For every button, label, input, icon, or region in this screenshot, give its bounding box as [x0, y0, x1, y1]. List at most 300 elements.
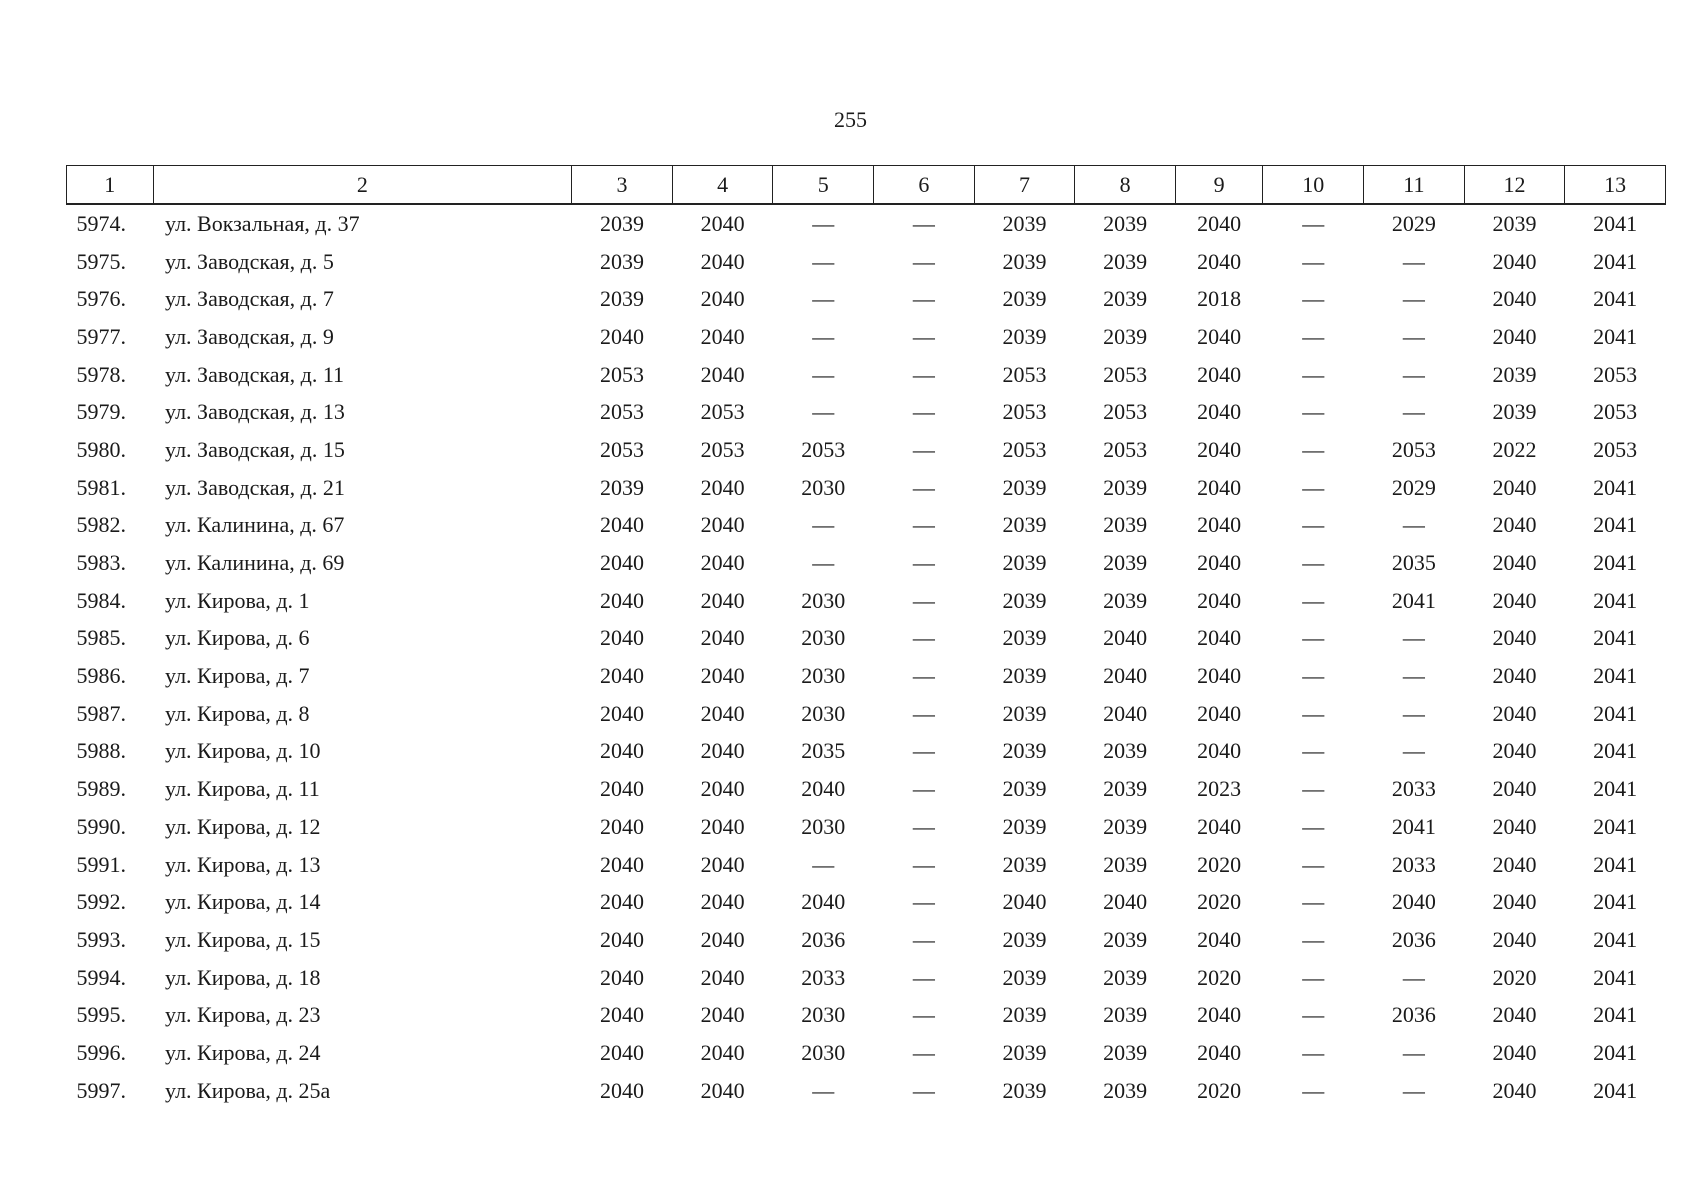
year-cell-col-8: 2039: [1103, 550, 1148, 576]
year-cell-col-10: —: [1302, 926, 1325, 952]
year-cell-col-3: 2040: [599, 964, 644, 990]
year-cell-col-12: 2039: [1492, 399, 1537, 425]
row-number: 5992.: [76, 889, 126, 915]
year-cell-col-8: 2039: [1103, 964, 1148, 990]
row-number: 5991.: [76, 851, 126, 877]
address-cell: ул. Кирова, д. 18: [165, 964, 321, 990]
schedule-table: [66, 165, 1666, 1110]
year-cell-col-5: —: [812, 1077, 835, 1103]
year-cell-col-8: 2039: [1103, 1039, 1148, 1065]
year-cell-col-11: 2053: [1391, 436, 1436, 462]
year-cell-col-7: 2039: [1002, 663, 1047, 689]
address-cell: ул. Заводская, д. 9: [165, 323, 334, 349]
year-cell-col-10: —: [1302, 663, 1325, 689]
row-number: 5985.: [76, 625, 126, 651]
year-cell-col-10: —: [1302, 1077, 1325, 1103]
year-cell-col-11: 2041: [1391, 587, 1436, 613]
table-row: [67, 695, 1666, 733]
year-cell-col-7: 2039: [1002, 248, 1047, 274]
year-cell-col-4: 2040: [700, 1002, 745, 1028]
year-cell-col-7: 2039: [1002, 1039, 1047, 1065]
year-cell-col-11: —: [1402, 248, 1425, 274]
year-cell-col-9: 2040: [1197, 663, 1242, 689]
year-cell-col-3: 2053: [599, 436, 644, 462]
row-number: 5997.: [76, 1077, 126, 1103]
address-cell: ул. Кирова, д. 6: [165, 625, 310, 651]
year-cell-col-8: 2040: [1103, 700, 1148, 726]
year-cell-col-9: 2040: [1197, 323, 1242, 349]
year-cell-col-8: 2039: [1103, 512, 1148, 538]
year-cell-col-10: —: [1302, 248, 1325, 274]
row-number: 5988.: [76, 738, 126, 764]
column-header-11: 11: [1364, 166, 1465, 205]
year-cell-col-9: 2020: [1197, 1077, 1242, 1103]
year-cell-col-4: 2040: [700, 964, 745, 990]
year-cell-col-13: 2041: [1593, 663, 1638, 689]
year-cell-col-4: 2040: [700, 323, 745, 349]
address-cell: ул. Кирова, д. 11: [165, 776, 320, 802]
year-cell-col-8: 2053: [1103, 361, 1148, 387]
year-cell-col-7: 2039: [1002, 286, 1047, 312]
year-cell-col-12: 2020: [1492, 964, 1537, 990]
table-row: [67, 921, 1666, 959]
year-cell-col-10: —: [1302, 361, 1325, 387]
row-number: 5980.: [76, 436, 126, 462]
year-cell-col-10: —: [1302, 550, 1325, 576]
column-header-4: 4: [672, 166, 773, 205]
column-header-13: 13: [1565, 166, 1666, 205]
table-row: [67, 657, 1666, 695]
year-cell-col-6: —: [912, 964, 935, 990]
year-cell-col-12: 2040: [1492, 776, 1537, 802]
year-cell-col-4: 2040: [700, 663, 745, 689]
address-cell: ул. Кирова, д. 23: [165, 1002, 321, 1028]
year-cell-col-13: 2041: [1593, 889, 1638, 915]
year-cell-col-9: 2040: [1197, 248, 1242, 274]
address-cell: ул. Калинина, д. 69: [165, 550, 345, 576]
year-cell-col-10: —: [1302, 851, 1325, 877]
year-cell-col-8: 2040: [1103, 663, 1148, 689]
year-cell-col-3: 2040: [599, 926, 644, 952]
year-cell-col-3: 2039: [599, 474, 644, 500]
year-cell-col-7: 2039: [1002, 210, 1047, 236]
year-cell-col-9: 2040: [1197, 399, 1242, 425]
year-cell-col-11: —: [1402, 1039, 1425, 1065]
year-cell-col-9: 2040: [1197, 738, 1242, 764]
year-cell-col-6: —: [912, 436, 935, 462]
year-cell-col-7: 2039: [1002, 700, 1047, 726]
year-cell-col-10: —: [1302, 323, 1325, 349]
year-cell-col-3: 2040: [599, 550, 644, 576]
address-cell: ул. Кирова, д. 13: [165, 851, 321, 877]
year-cell-col-10: —: [1302, 625, 1325, 651]
year-cell-col-12: 2040: [1492, 663, 1537, 689]
table-row: [67, 996, 1666, 1034]
year-cell-col-10: —: [1302, 813, 1325, 839]
year-cell-col-13: 2053: [1593, 436, 1638, 462]
year-cell-col-7: 2039: [1002, 813, 1047, 839]
year-cell-col-8: 2039: [1103, 587, 1148, 613]
year-cell-col-12: 2022: [1492, 436, 1537, 462]
year-cell-col-6: —: [912, 587, 935, 613]
year-cell-col-7: 2039: [1002, 1077, 1047, 1103]
year-cell-col-4: 2053: [700, 436, 745, 462]
year-cell-col-13: 2041: [1593, 587, 1638, 613]
year-cell-col-12: 2040: [1492, 474, 1537, 500]
year-cell-col-4: 2040: [700, 286, 745, 312]
year-cell-col-8: 2039: [1103, 210, 1148, 236]
table-row: [67, 469, 1666, 507]
year-cell-col-5: 2030: [801, 625, 846, 651]
year-cell-col-9: 2040: [1197, 210, 1242, 236]
year-cell-col-6: —: [912, 210, 935, 236]
row-number: 5983.: [76, 550, 126, 576]
year-cell-col-9: 2040: [1197, 625, 1242, 651]
year-cell-col-5: —: [812, 512, 835, 538]
year-cell-col-11: —: [1402, 738, 1425, 764]
year-cell-col-3: 2040: [599, 813, 644, 839]
year-cell-col-4: 2040: [700, 361, 745, 387]
year-cell-col-10: —: [1302, 700, 1325, 726]
year-cell-col-3: 2040: [599, 323, 644, 349]
year-cell-col-10: —: [1302, 964, 1325, 990]
address-cell: ул. Кирова, д. 1: [165, 587, 310, 613]
year-cell-col-7: 2039: [1002, 587, 1047, 613]
address-cell: ул. Заводская, д. 15: [165, 436, 345, 462]
year-cell-col-10: —: [1302, 1039, 1325, 1065]
year-cell-col-6: —: [912, 1039, 935, 1065]
address-cell: ул. Вокзальная, д. 37: [165, 210, 360, 236]
year-cell-col-9: 2040: [1197, 361, 1242, 387]
column-header-10: 10: [1263, 166, 1364, 205]
year-cell-col-13: 2053: [1593, 399, 1638, 425]
year-cell-col-6: —: [912, 286, 935, 312]
year-cell-col-6: —: [912, 512, 935, 538]
table-row: [67, 204, 1666, 243]
row-number: 5979.: [76, 399, 126, 425]
year-cell-col-3: 2040: [599, 512, 644, 538]
year-cell-col-5: —: [812, 248, 835, 274]
year-cell-col-11: —: [1402, 663, 1425, 689]
year-cell-col-8: 2040: [1103, 625, 1148, 651]
column-number-header-row: [67, 166, 1666, 205]
column-header-5: 5: [773, 166, 874, 205]
row-number: 5994.: [76, 964, 126, 990]
year-cell-col-9: 2020: [1197, 964, 1242, 990]
year-cell-col-7: 2039: [1002, 323, 1047, 349]
year-cell-col-3: 2040: [599, 587, 644, 613]
year-cell-col-10: —: [1302, 738, 1325, 764]
year-cell-col-8: 2053: [1103, 399, 1148, 425]
address-cell: ул. Кирова, д. 10: [165, 738, 321, 764]
table-row: [67, 393, 1666, 431]
year-cell-col-6: —: [912, 1002, 935, 1028]
year-cell-col-4: 2040: [700, 512, 745, 538]
year-cell-col-11: 2036: [1391, 926, 1436, 952]
row-number: 5986.: [76, 663, 126, 689]
year-cell-col-5: 2030: [801, 663, 846, 689]
table-row: [67, 733, 1666, 771]
year-cell-col-9: 2040: [1197, 587, 1242, 613]
year-cell-col-5: —: [812, 323, 835, 349]
year-cell-col-5: 2030: [801, 587, 846, 613]
year-cell-col-9: 2040: [1197, 813, 1242, 839]
year-cell-col-6: —: [912, 738, 935, 764]
page-number: 255: [834, 107, 867, 132]
year-cell-col-11: —: [1402, 286, 1425, 312]
year-cell-col-4: 2040: [700, 474, 745, 500]
year-cell-col-9: 2040: [1197, 436, 1242, 462]
year-cell-col-11: 2036: [1391, 1002, 1436, 1028]
year-cell-col-11: —: [1402, 625, 1425, 651]
year-cell-col-5: 2036: [801, 926, 846, 952]
address-cell: ул. Кирова, д. 12: [165, 813, 321, 839]
row-number: 5982.: [76, 512, 126, 538]
year-cell-col-7: 2039: [1002, 738, 1047, 764]
year-cell-col-6: —: [912, 550, 935, 576]
row-number: 5978.: [76, 361, 126, 387]
address-cell: ул. Заводская, д. 7: [165, 286, 334, 312]
year-cell-col-3: 2053: [599, 399, 644, 425]
address-cell: ул. Кирова, д. 8: [165, 700, 310, 726]
year-cell-col-7: 2053: [1002, 361, 1047, 387]
year-cell-col-13: 2041: [1593, 776, 1638, 802]
year-cell-col-13: 2041: [1593, 926, 1638, 952]
year-cell-col-6: —: [912, 926, 935, 952]
year-cell-col-12: 2040: [1492, 1077, 1537, 1103]
column-header-7: 7: [974, 166, 1075, 205]
year-cell-col-12: 2040: [1492, 286, 1537, 312]
year-cell-col-5: 2030: [801, 813, 846, 839]
year-cell-col-11: 2040: [1391, 889, 1436, 915]
year-cell-col-7: 2039: [1002, 964, 1047, 990]
year-cell-col-11: 2033: [1391, 851, 1436, 877]
year-cell-col-3: 2040: [599, 889, 644, 915]
year-cell-col-10: —: [1302, 474, 1325, 500]
year-cell-col-8: 2039: [1103, 248, 1148, 274]
row-number: 5995.: [76, 1002, 126, 1028]
table-row: [67, 280, 1666, 318]
year-cell-col-9: 2040: [1197, 512, 1242, 538]
row-number: 5987.: [76, 700, 126, 726]
year-cell-col-7: 2053: [1002, 436, 1047, 462]
year-cell-col-7: 2039: [1002, 550, 1047, 576]
table-row: [67, 431, 1666, 469]
year-cell-col-12: 2039: [1492, 210, 1537, 236]
year-cell-col-11: 2029: [1391, 210, 1436, 236]
year-cell-col-6: —: [912, 625, 935, 651]
year-cell-col-7: 2039: [1002, 512, 1047, 538]
year-cell-col-3: 2040: [599, 700, 644, 726]
row-number: 5975.: [76, 248, 126, 274]
year-cell-col-9: 2040: [1197, 1039, 1242, 1065]
year-cell-col-4: 2040: [700, 587, 745, 613]
table-row: [67, 507, 1666, 545]
year-cell-col-10: —: [1302, 436, 1325, 462]
year-cell-col-3: 2053: [599, 361, 644, 387]
address-cell: ул. Кирова, д. 7: [165, 663, 310, 689]
table-row: [67, 1072, 1666, 1110]
year-cell-col-4: 2040: [700, 700, 745, 726]
year-cell-col-5: —: [812, 286, 835, 312]
year-cell-col-5: —: [812, 361, 835, 387]
year-cell-col-12: 2040: [1492, 625, 1537, 651]
year-cell-col-9: 2018: [1197, 286, 1242, 312]
year-cell-col-4: 2040: [700, 1077, 745, 1103]
year-cell-col-12: 2040: [1492, 550, 1537, 576]
row-number: 5989.: [76, 776, 126, 802]
year-cell-col-10: —: [1302, 587, 1325, 613]
year-cell-col-10: —: [1302, 399, 1325, 425]
year-cell-col-13: 2041: [1593, 964, 1638, 990]
year-cell-col-7: 2040: [1002, 889, 1047, 915]
year-cell-col-11: 2035: [1391, 550, 1436, 576]
year-cell-col-3: 2040: [599, 1002, 644, 1028]
year-cell-col-6: —: [912, 700, 935, 726]
year-cell-col-13: 2041: [1593, 474, 1638, 500]
column-header-6: 6: [874, 166, 975, 205]
year-cell-col-3: 2040: [599, 625, 644, 651]
year-cell-col-3: 2039: [599, 248, 644, 274]
year-cell-col-3: 2040: [599, 738, 644, 764]
year-cell-col-7: 2039: [1002, 776, 1047, 802]
year-cell-col-9: 2040: [1197, 1002, 1242, 1028]
year-cell-col-7: 2039: [1002, 926, 1047, 952]
address-cell: ул. Кирова, д. 14: [165, 889, 321, 915]
year-cell-col-13: 2053: [1593, 361, 1638, 387]
table-row: [67, 582, 1666, 620]
year-cell-col-3: 2040: [599, 1077, 644, 1103]
year-cell-col-8: 2039: [1103, 1002, 1148, 1028]
year-cell-col-6: —: [912, 889, 935, 915]
year-cell-col-10: —: [1302, 889, 1325, 915]
year-cell-col-9: 2040: [1197, 474, 1242, 500]
year-cell-col-7: 2039: [1002, 474, 1047, 500]
year-cell-col-13: 2041: [1593, 286, 1638, 312]
year-cell-col-5: —: [812, 210, 835, 236]
year-cell-col-4: 2040: [700, 210, 745, 236]
table-row: [67, 846, 1666, 884]
year-cell-col-8: 2039: [1103, 926, 1148, 952]
year-cell-col-6: —: [912, 776, 935, 802]
column-header-12: 12: [1464, 166, 1565, 205]
year-cell-col-12: 2040: [1492, 813, 1537, 839]
year-cell-col-3: 2040: [599, 1039, 644, 1065]
column-header-3: 3: [572, 166, 673, 205]
year-cell-col-5: 2030: [801, 700, 846, 726]
year-cell-col-9: 2040: [1197, 926, 1242, 952]
year-cell-col-6: —: [912, 474, 935, 500]
year-cell-col-11: —: [1402, 1077, 1425, 1103]
year-cell-col-5: 2030: [801, 1039, 846, 1065]
column-header-9: 9: [1175, 166, 1263, 205]
row-number: 5976.: [76, 286, 126, 312]
year-cell-col-10: —: [1302, 512, 1325, 538]
column-header-1: 1: [67, 166, 154, 205]
year-cell-col-10: —: [1302, 776, 1325, 802]
year-cell-col-9: 2040: [1197, 550, 1242, 576]
row-number: 5984.: [76, 587, 126, 613]
year-cell-col-8: 2053: [1103, 436, 1148, 462]
year-cell-col-6: —: [912, 813, 935, 839]
column-header-8: 8: [1075, 166, 1176, 205]
year-cell-col-5: 2030: [801, 1002, 846, 1028]
year-cell-col-6: —: [912, 1077, 935, 1103]
row-number: 5993.: [76, 926, 126, 952]
table-row: [67, 356, 1666, 394]
year-cell-col-9: 2023: [1197, 776, 1242, 802]
year-cell-col-12: 2040: [1492, 248, 1537, 274]
table-row: [67, 883, 1666, 921]
year-cell-col-11: 2029: [1391, 474, 1436, 500]
table-row: [67, 770, 1666, 808]
year-cell-col-4: 2040: [700, 625, 745, 651]
year-cell-col-11: —: [1402, 700, 1425, 726]
year-cell-col-12: 2040: [1492, 512, 1537, 538]
address-cell: ул. Заводская, д. 13: [165, 399, 345, 425]
year-cell-col-12: 2040: [1492, 851, 1537, 877]
year-cell-col-11: 2033: [1391, 776, 1436, 802]
year-cell-col-6: —: [912, 323, 935, 349]
year-cell-col-4: 2040: [700, 889, 745, 915]
year-cell-col-8: 2039: [1103, 851, 1148, 877]
year-cell-col-13: 2041: [1593, 1002, 1638, 1028]
year-cell-col-12: 2040: [1492, 738, 1537, 764]
year-cell-col-13: 2041: [1593, 738, 1638, 764]
year-cell-col-4: 2040: [700, 1039, 745, 1065]
year-cell-col-4: 2040: [700, 926, 745, 952]
year-cell-col-8: 2039: [1103, 286, 1148, 312]
year-cell-col-4: 2040: [700, 851, 745, 877]
year-cell-col-13: 2041: [1593, 248, 1638, 274]
year-cell-col-7: 2039: [1002, 851, 1047, 877]
year-cell-col-6: —: [912, 851, 935, 877]
year-cell-col-7: 2053: [1002, 399, 1047, 425]
year-cell-col-11: —: [1402, 399, 1425, 425]
table-row: [67, 959, 1666, 997]
table-row: [67, 544, 1666, 582]
year-cell-col-3: 2040: [599, 663, 644, 689]
address-cell: ул. Кирова, д. 25а: [165, 1077, 331, 1103]
address-cell: ул. Заводская, д. 11: [165, 361, 345, 387]
year-cell-col-7: 2039: [1002, 625, 1047, 651]
table-row: [67, 620, 1666, 658]
year-cell-col-13: 2041: [1593, 813, 1638, 839]
year-cell-col-6: —: [912, 399, 935, 425]
year-cell-col-5: 2033: [801, 964, 846, 990]
year-cell-col-13: 2041: [1593, 323, 1638, 349]
year-cell-col-9: 2020: [1197, 851, 1242, 877]
year-cell-col-5: —: [812, 550, 835, 576]
year-cell-col-12: 2040: [1492, 587, 1537, 613]
year-cell-col-10: —: [1302, 286, 1325, 312]
year-cell-col-3: 2039: [599, 210, 644, 236]
table-row: [67, 1034, 1666, 1072]
year-cell-col-13: 2041: [1593, 1039, 1638, 1065]
table-row: [67, 243, 1666, 281]
year-cell-col-13: 2041: [1593, 625, 1638, 651]
year-cell-col-12: 2040: [1492, 926, 1537, 952]
year-cell-col-12: 2039: [1492, 361, 1537, 387]
year-cell-col-8: 2039: [1103, 1077, 1148, 1103]
table-body: [67, 204, 1666, 1110]
year-cell-col-11: —: [1402, 323, 1425, 349]
year-cell-col-11: —: [1402, 964, 1425, 990]
year-cell-col-10: —: [1302, 210, 1325, 236]
year-cell-col-4: 2040: [700, 738, 745, 764]
year-cell-col-11: —: [1402, 361, 1425, 387]
year-cell-col-6: —: [912, 663, 935, 689]
